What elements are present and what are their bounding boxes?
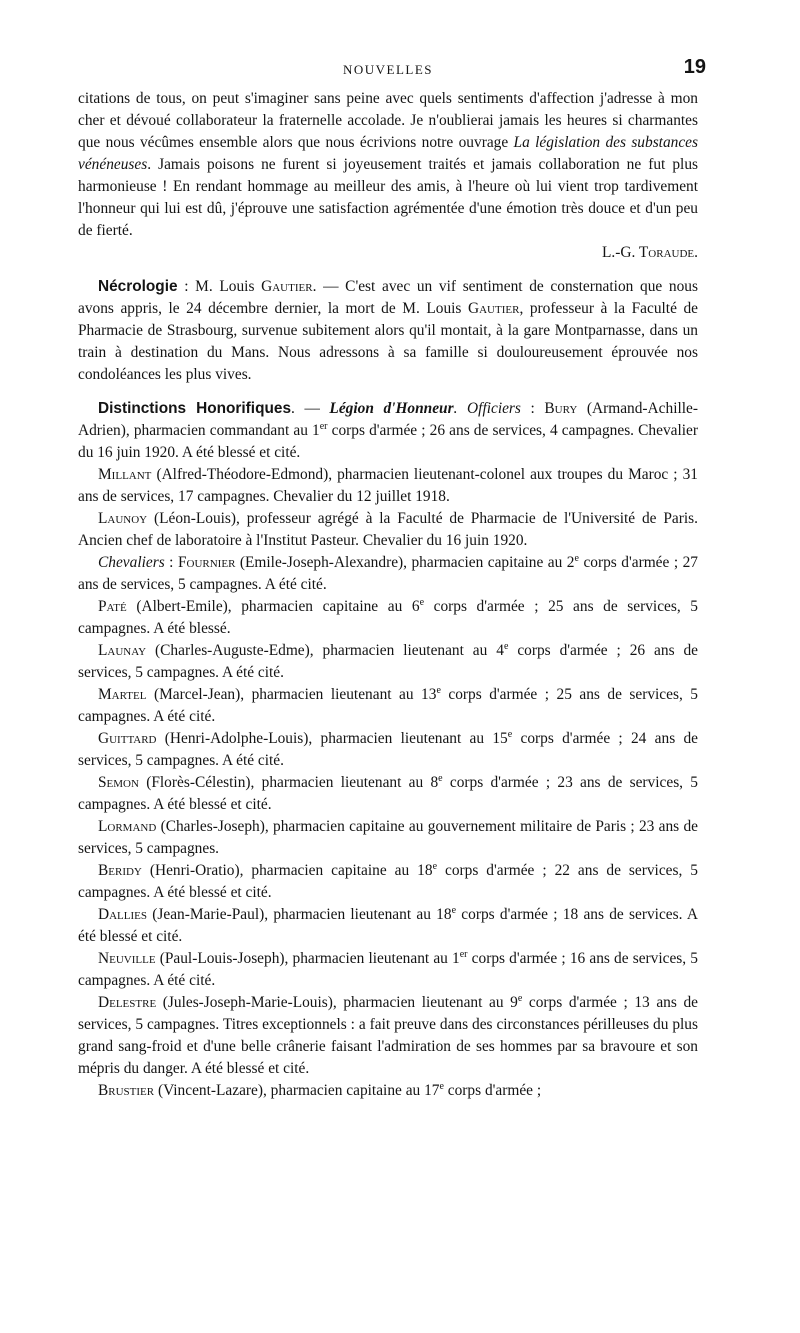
- book-title: La législation des substances vénéneuses: [78, 134, 699, 173]
- chevalier-name: Brustier: [98, 1082, 155, 1099]
- chevalier-text: (Charles-Joseph), pharmacien capitaine au gouvernement militaire de Paris ; 23 ans de services, 5 campagnes.: [78, 818, 698, 857]
- chevalier-sup: e: [517, 992, 523, 1004]
- chevaliers-label: Chevaliers: [98, 554, 165, 571]
- chevalier-entry: [78, 684, 698, 728]
- signature: L.-G. Toraude.: [602, 244, 698, 261]
- chevalier-text-2: corps d'armée ;: [443, 1082, 542, 1099]
- chevalier-sup: e: [438, 772, 443, 784]
- intro-text-1: citations de tous, on peut s'imaginer sans peine avec quels sentiments d'affection j'adresse à mon cher et dévoué collaborateur la fraternelle accolade. Je n'oublierai jamais les heures si charmantes que nous vécûmes ensemble alors que nous écrivions notre ouvrage: [78, 90, 698, 151]
- chevalier-text: (Jean-Marie-Paul), pharmacien lieutenant au 18: [147, 906, 452, 923]
- chevalier-text-2: corps d'armée ; 13 ans de services, 5 campagnes. Titres exceptionnels : a fait preuve dans des circonstances périlleuses du plus grand sang-froid et d'une belle crânerie faisant l'admiration de ses hommes par sa bravoure et son mépris du danger. A été blessé et cité.: [78, 994, 698, 1077]
- chevalier-sup: er: [459, 948, 468, 960]
- legion-heading: Légion d'Honneur: [329, 400, 454, 417]
- chevalier-text: (Henri-Adolphe-Louis), pharmacien lieutenant au 15: [156, 730, 508, 747]
- chevalier-name: Guittard: [98, 730, 157, 747]
- chevalier-text: (Florès-Célestin), pharmacien lieutenant au 8: [138, 774, 439, 791]
- officier-text-2: corps d'armée ; 26 ans de services, 4 campagnes. Chevalier du 16 juin 1920. A été blessé et cité.: [78, 422, 698, 461]
- page-header: [78, 52, 706, 88]
- distinctions-heading: Distinctions Honorifiques: [98, 400, 291, 417]
- chevalier-entry: [78, 596, 698, 640]
- officier-entry: [78, 508, 698, 552]
- chevalier-entry: [78, 1080, 698, 1102]
- chevalier-text-2: corps d'armée ; 25 ans de services, 5 campagnes. A été cité.: [78, 686, 698, 725]
- chevalier-entry: [78, 640, 698, 684]
- officiers-colon: :: [520, 400, 545, 417]
- chevalier-name: Launay: [98, 642, 147, 659]
- chevalier-name: Dallies: [98, 906, 147, 923]
- chevalier-text: (Henri-Oratio), pharmacien capitaine au 18: [141, 862, 433, 879]
- chevalier-entry: [78, 728, 698, 772]
- chevalier-entry: [78, 992, 698, 1080]
- necrologie-text-2: . — C'est avec un vif sentiment de consternation que nous avons appris, le 24 décembre dernier, la mort de M. Louis: [78, 278, 698, 317]
- page-number: 19: [683, 56, 706, 78]
- page: [78, 52, 706, 1102]
- officier-entry: [78, 464, 698, 508]
- chevalier-entry: [78, 772, 698, 816]
- chevalier-text: (Emile-Joseph-Alexandre), pharmacien capitaine au 2: [235, 554, 575, 571]
- chevalier-name: Fournier: [177, 554, 236, 571]
- distinctions-paragraph-officier-1: [78, 398, 698, 464]
- chevalier-entry: [78, 948, 698, 992]
- chevalier-sup: e: [503, 640, 509, 652]
- chevalier-entry: [78, 904, 698, 948]
- necrologie-text-3: , professeur à la Faculté de Pharmacie de Strasbourg, survenue subitement alors qu'il montait, à la gare Montparnasse, dans un train à destination du Mans. Nous adressons à sa famille si douloureusement éprouvée nos condoléances les plus vives.: [78, 300, 698, 383]
- chevalier-entry: [78, 816, 698, 860]
- necrologie-heading: Nécrologie: [98, 278, 178, 295]
- chevalier-text-2: corps d'armée ; 18 ans de services. A été blessé et cité.: [78, 906, 698, 945]
- distinctions-section: [78, 398, 698, 1102]
- deceased-name-2: Gautier: [468, 300, 520, 317]
- running-title: NOUVELLES: [342, 62, 434, 77]
- chevalier-text: (Paul-Louis-Joseph), pharmacien lieutenant au 1: [155, 950, 460, 967]
- officier-text: (Armand-Achille-Adrien), pharmacien commandant au 1: [78, 400, 698, 439]
- officier-name: Launoy: [98, 510, 148, 527]
- chevalier-name: Paté: [98, 598, 127, 615]
- chevalier-sup: e: [436, 684, 441, 696]
- officier-name: Bury: [544, 400, 578, 417]
- chevalier-name: Beridy: [98, 862, 142, 879]
- chevalier-entry: [78, 552, 698, 596]
- chevalier-text-2: corps d'armée ; 24 ans de services, 5 campagnes. A été cité.: [78, 730, 698, 769]
- deceased-name: Gautier: [261, 278, 313, 295]
- chevaliers-colon: :: [164, 554, 178, 571]
- officier-text: (Léon-Louis), professeur agrégé à la Faculté de Pharmacie de l'Université de Paris. Ancien chef de laboratoire à l'Institut Pasteur. Chevalier du 16 juin 1920.: [78, 510, 698, 549]
- chevalier-text-2: corps d'armée ; 25 ans de services, 5 campagnes. A été blessé.: [78, 598, 698, 637]
- chevalier-text-2: corps d'armée ; 26 ans de services, 5 campagnes. A été cité.: [78, 642, 698, 681]
- chevalier-text: (Vincent-Lazare), pharmacien capitaine au 17: [154, 1082, 440, 1099]
- chevalier-sup: e: [507, 728, 513, 740]
- necrologie-text-1: : M. Louis: [177, 278, 262, 295]
- officier-sup: er: [319, 420, 328, 432]
- officier-name: Millant: [98, 466, 152, 483]
- chevalier-name: Neuville: [98, 950, 156, 967]
- chevalier-text-2: corps d'armée ; 27 ans de services, 5 campagnes. A été cité.: [78, 554, 698, 593]
- intro-paragraph: [78, 88, 698, 242]
- officier-text: (Alfred-Théodore-Edmond), pharmacien lieutenant-colonel aux troupes du Maroc ; 31 ans de services, 17 campagnes. Chevalier du 12 juillet 1918.: [78, 466, 698, 505]
- chevalier-name: Semon: [98, 774, 139, 791]
- chevalier-sup: e: [574, 552, 579, 564]
- chevalier-text: (Albert-Emile), pharmacien capitaine au 6: [126, 598, 420, 615]
- necrologie-paragraph: [78, 276, 698, 386]
- chevalier-text: (Charles-Auguste-Edme), pharmacien lieutenant au 4: [146, 642, 504, 659]
- chevalier-text-2: corps d'armée ; 22 ans de services, 5 campagnes. A été blessé et cité.: [78, 862, 698, 901]
- officiers-label: . Officiers: [453, 400, 521, 417]
- chevalier-entry: [78, 860, 698, 904]
- chevalier-name: Delestre: [98, 994, 157, 1011]
- chevalier-sup: e: [439, 1080, 444, 1092]
- chevalier-text: (Jules-Joseph-Marie-Louis), pharmacien lieutenant au 9: [156, 994, 518, 1011]
- chevalier-sup: e: [432, 860, 438, 872]
- chevalier-text-2: corps d'armée ; 16 ans de services, 5 campagnes. A été cité.: [78, 950, 699, 989]
- chevalier-name: Martel: [98, 686, 147, 703]
- chevalier-text: (Marcel-Jean), pharmacien lieutenant au 13: [146, 686, 437, 703]
- chevalier-sup: e: [451, 904, 457, 916]
- intro-text-2: . Jamais poisons ne furent si joyeusement traités et jamais collaboration ne fut plus harmonieuse ! En rendant hommage au meilleur des amis, à l'heure où lui vient trop tardivement l'honneur qui lui est dû, j'éprouve une satisfaction agrémentée d'une émotion très douce et d'un peu de fierté.: [78, 156, 698, 239]
- chevalier-text-2: corps d'armée ; 23 ans de services, 5 campagnes. A été blessé et cité.: [78, 774, 698, 813]
- chevalier-name: Lormand: [98, 818, 157, 835]
- distinctions-dash: . —: [291, 400, 330, 417]
- chevalier-sup: e: [419, 596, 425, 608]
